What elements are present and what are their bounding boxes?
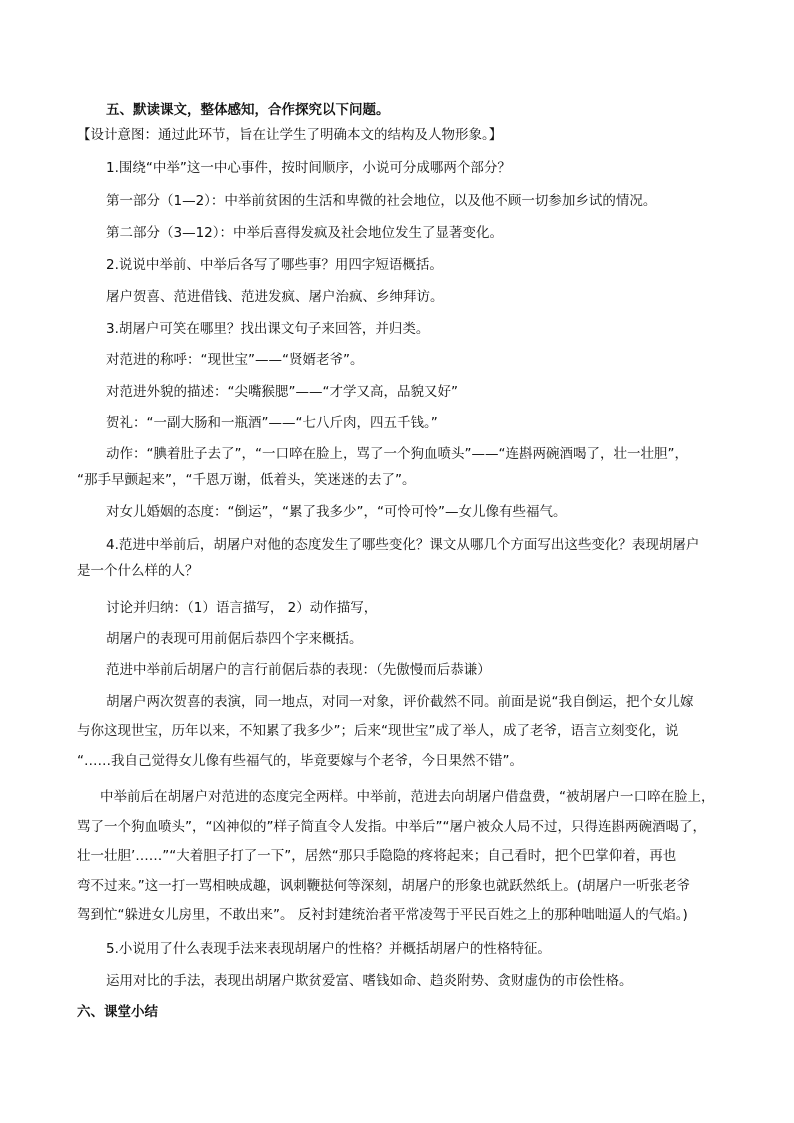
paragraph-1-line-2: 与你这现世宝，历年以来，不知累了我多少”；后来“现世宝”成了举人，成了老爷，语言立刻变化，说 — [77, 723, 679, 739]
question-4-line-1: 4.范进中举前后，胡屠户对他的态度发生了哪些变化？课文从哪几个方面写出这些变化？表现胡屠户 — [106, 537, 700, 553]
paragraph-2-line-2: 骂了一个狗血喷头”，“凶神似的”样子简直令人发指。中举后”“屠户被众人局不过，只得连斟两碗酒喝了， — [77, 819, 706, 835]
paragraph-2-line-1: 中举前后在胡屠户对范进的态度完全两样。中举前，范进去向胡屠户借盘费，“被胡屠户一口啐在脸上， — [100, 789, 715, 805]
paragraph-2-line-4: 弯不过来。”这一打一骂相映成趣，讽刺鞭挞何等深刻，胡屠户的形象也就跃然纸上。(胡屠户一听张老爷 — [77, 878, 691, 894]
answer-5: 运用对比的手法，表现出胡屠户欺贫爱富、嗜钱如命、趋炎附势、贪财虚伪的市侩性格。 — [106, 973, 633, 989]
answer-4-summary: 胡屠户的表现可用前倨后恭四个字来概括。 — [106, 631, 363, 647]
answer-2: 屠户贺喜、范进借钱、范进发疯、屠户治疯、乡绅拜访。 — [106, 289, 444, 305]
paragraph-1-line-1: 胡屠户两次贺喜的表演，同一地点，对同一对象，评价截然不同。前面是说“我自倒运，把个女儿嫁 — [106, 694, 694, 710]
answer-3-actions-line-1: 动作：“腆着肚子去了”，“一口啐在脸上，骂了一个狗血喷头”——“连斟两碗酒喝了，壮一壮胆”， — [106, 446, 688, 462]
design-intent-note: 【设计意图：通过此环节，旨在让学生了明确本文的结构及人物形象。】 — [77, 127, 503, 143]
section-6-heading: 六、课堂小结 — [77, 1004, 158, 1020]
answer-1-part-1: 第一部分（1—2）：中举前贫困的生活和卑微的社会地位，以及他不顾一切参加乡试的情况。 — [106, 193, 657, 209]
answer-4-discussion: 讨论并归纳：（1）语言描写， 2）动作描写， — [106, 600, 378, 616]
question-4-line-2: 是一个什么样的人？ — [77, 563, 199, 579]
section-5-heading: 五、默读课文，整体感知，合作探究以下问题。 — [106, 102, 390, 118]
answer-3-gifts: 贺礼：“一副大肠和一瓶酒”——“七八斤肉，四五千钱。” — [106, 415, 438, 431]
answer-4-performance: 范进中举前后胡屠户的言行前倨后恭的表现：（先傲慢而后恭谦） — [106, 662, 491, 678]
answer-3-actions-line-2: “那手早颤起来”，“千恩万谢，低着头，笑迷迷的去了”。 — [77, 472, 416, 488]
paragraph-2-line-3: 壮一壮胆’……”“大着胆子打了一下”，居然“那只手隐隐的疼将起来；自己看时，把个巴掌仰着，再也 — [77, 848, 677, 864]
question-2: 2.说说中举前、中举后各写了哪些事？用四字短语概括。 — [106, 257, 443, 273]
paragraph-1-line-3: “……我自己觉得女儿像有些福气的，毕竟要嫁与个老爷，今日果然不错”。 — [77, 753, 523, 769]
answer-3-address: 对范进的称呼：“现世宝”——“贤婿老爷”。 — [106, 352, 364, 368]
answer-3-marriage: 对女儿婚姻的态度：“倒运”，“累了我多少”，“可怜可怜”—女儿像有些福气。 — [106, 504, 567, 520]
answer-3-appearance: 对范进外貌的描述：“尖嘴猴腮”——“才学又高，品貌又好” — [106, 384, 458, 400]
question-3: 3.胡屠户可笑在哪里？找出课文句子来回答，并归类。 — [106, 321, 430, 337]
question-1: 1.围绕“中举”这一中心事件，按时间顺序，小说可分成哪两个部分？ — [106, 160, 511, 176]
answer-1-part-2: 第二部分（3—12）：中举后喜得发疯及社会地位发生了显著变化。 — [106, 225, 504, 241]
paragraph-2-line-5: 驾到忙“躲进女儿房里，不敢出来”。 反衬封建统治者平常凌驾于平民百姓之上的那种咄咄逼人的气焰。) — [77, 907, 688, 923]
question-5: 5.小说用了什么表现手法来表现胡屠户的性格？并概括胡屠户的性格特征。 — [106, 941, 551, 957]
